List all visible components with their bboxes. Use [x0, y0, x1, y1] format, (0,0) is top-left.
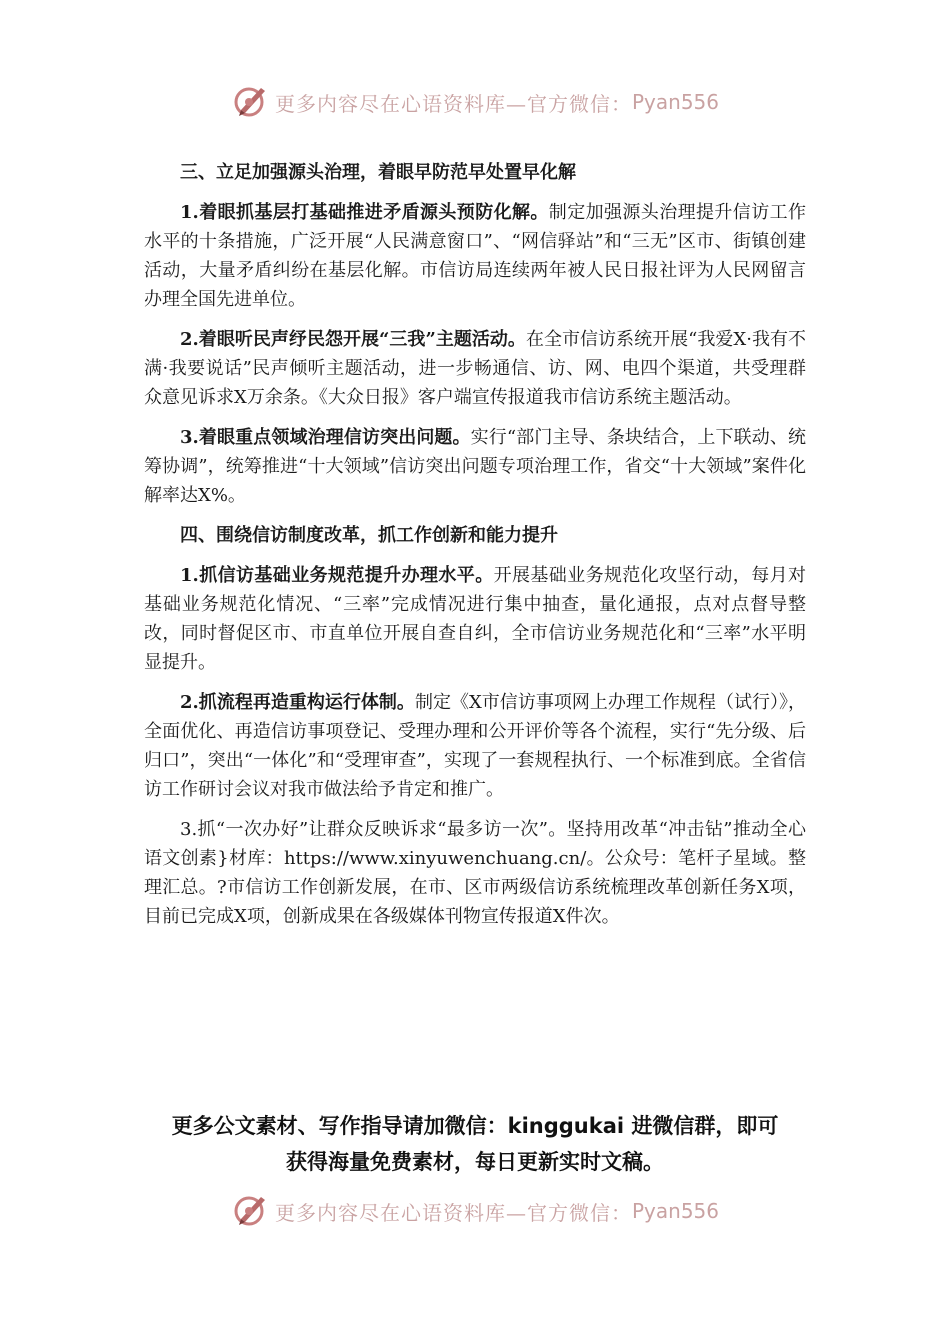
- paragraph-body: 实行“部门主导、条块结合，上下联动、统筹协调”，统筹推进“十大领域”信访突出问题专项治理工作，省交“十大领域”案件化解率达X%。: [144, 427, 806, 506]
- banner-handle: Pyan556: [631, 90, 719, 114]
- paragraph: [144, 325, 806, 412]
- paragraph: [144, 198, 806, 314]
- footer-watermark-banner: [0, 1186, 950, 1236]
- section-heading: 四、围绕信访制度改革，抓工作创新和能力提升: [180, 525, 558, 546]
- pen-logo-icon: [231, 82, 271, 122]
- promo-line-2: 获得海量免费素材，每日更新实时文稿。: [286, 1150, 664, 1174]
- promo-notice: [0, 1108, 950, 1180]
- paragraph-lead: 3.着眼重点领域治理信访突出问题。: [180, 427, 471, 448]
- paragraph-body: 3.抓“一次办好”让群众反映诉求“最多访一次”。坚持用改革“冲击钻”推动全心语文创素}材库：https://www.xinyuwenchuang.cn/。公众号：笔杆子星域。整理汇总。?市信访工作创新发展，在市、区市两级信访系统梳理改革创新任务X项，目前已完成X项，创新成果在各级媒体刊物宣传报道X件次。: [144, 819, 806, 927]
- paragraph-body: 开展基础业务规范化攻坚行动，每月对基础业务规范化情况、“三率”完成情况进行集中抽查，量化通报，点对点督导整改，同时督促区市、市直单位开展自查自纠，全市信访业务规范化和“三率”水平明显提升。: [144, 565, 806, 673]
- paragraph-lead: 2.着眼听民声纾民怨开展“三我”主题活动。: [180, 329, 526, 350]
- paragraph-lead: 2.抓流程再造重构运行体制。: [180, 692, 415, 713]
- banner-handle: Pyan556: [631, 1199, 719, 1223]
- header-watermark-banner: [0, 77, 950, 127]
- promo-line-1: 更多公文素材、写作指导请加微信：kinggukai 进微信群，即可: [171, 1114, 779, 1138]
- section-heading: 三、立足加强源头治理，着眼早防范早处置早化解: [180, 162, 576, 183]
- pen-logo-icon: [231, 1191, 271, 1231]
- document-body: [144, 158, 806, 942]
- paragraph: [144, 688, 806, 804]
- banner-text: 更多内容尽在心语资料库—官方微信：: [274, 1200, 632, 1225]
- paragraph: [144, 561, 806, 677]
- paragraph: [144, 815, 806, 931]
- paragraph-body: 在全市信访系统开展“我爱X·我有不满·我要说话”民声倾听主题活动，进一步畅通信、访、网、电四个渠道，共受理群众意见诉求X万余条。《大众日报》客户端宣传报道我市信访系统主题活动。: [144, 329, 806, 408]
- paragraph-lead: 1.抓信访基础业务规范提升办理水平。: [180, 565, 494, 586]
- paragraph: [144, 423, 806, 510]
- banner-text: 更多内容尽在心语资料库—官方微信：: [274, 91, 632, 116]
- paragraph-body: 制定加强源头治理提升信访工作水平的十条措施，广泛开展“人民满意窗口”、“网信驿站”和“三无”区市、街镇创建活动，大量矛盾纠纷在基层化解。市信访局连续两年被人民日报社评为人民网留言办理全国先进单位。: [144, 202, 806, 310]
- paragraph-lead: 1.着眼抓基层打基础推进矛盾源头预防化解。: [180, 202, 549, 223]
- paragraph-body: 制定《X市信访事项网上办理工作规程（试行）》，全面优化、再造信访事项登记、受理办理和公开评价等各个流程，实行“先分级、后归口”，突出“一体化”和“受理审查”，实现了一套规程执行、一个标准到底。全省信访工作研讨会议对我市做法给予肯定和推广。: [144, 692, 806, 800]
